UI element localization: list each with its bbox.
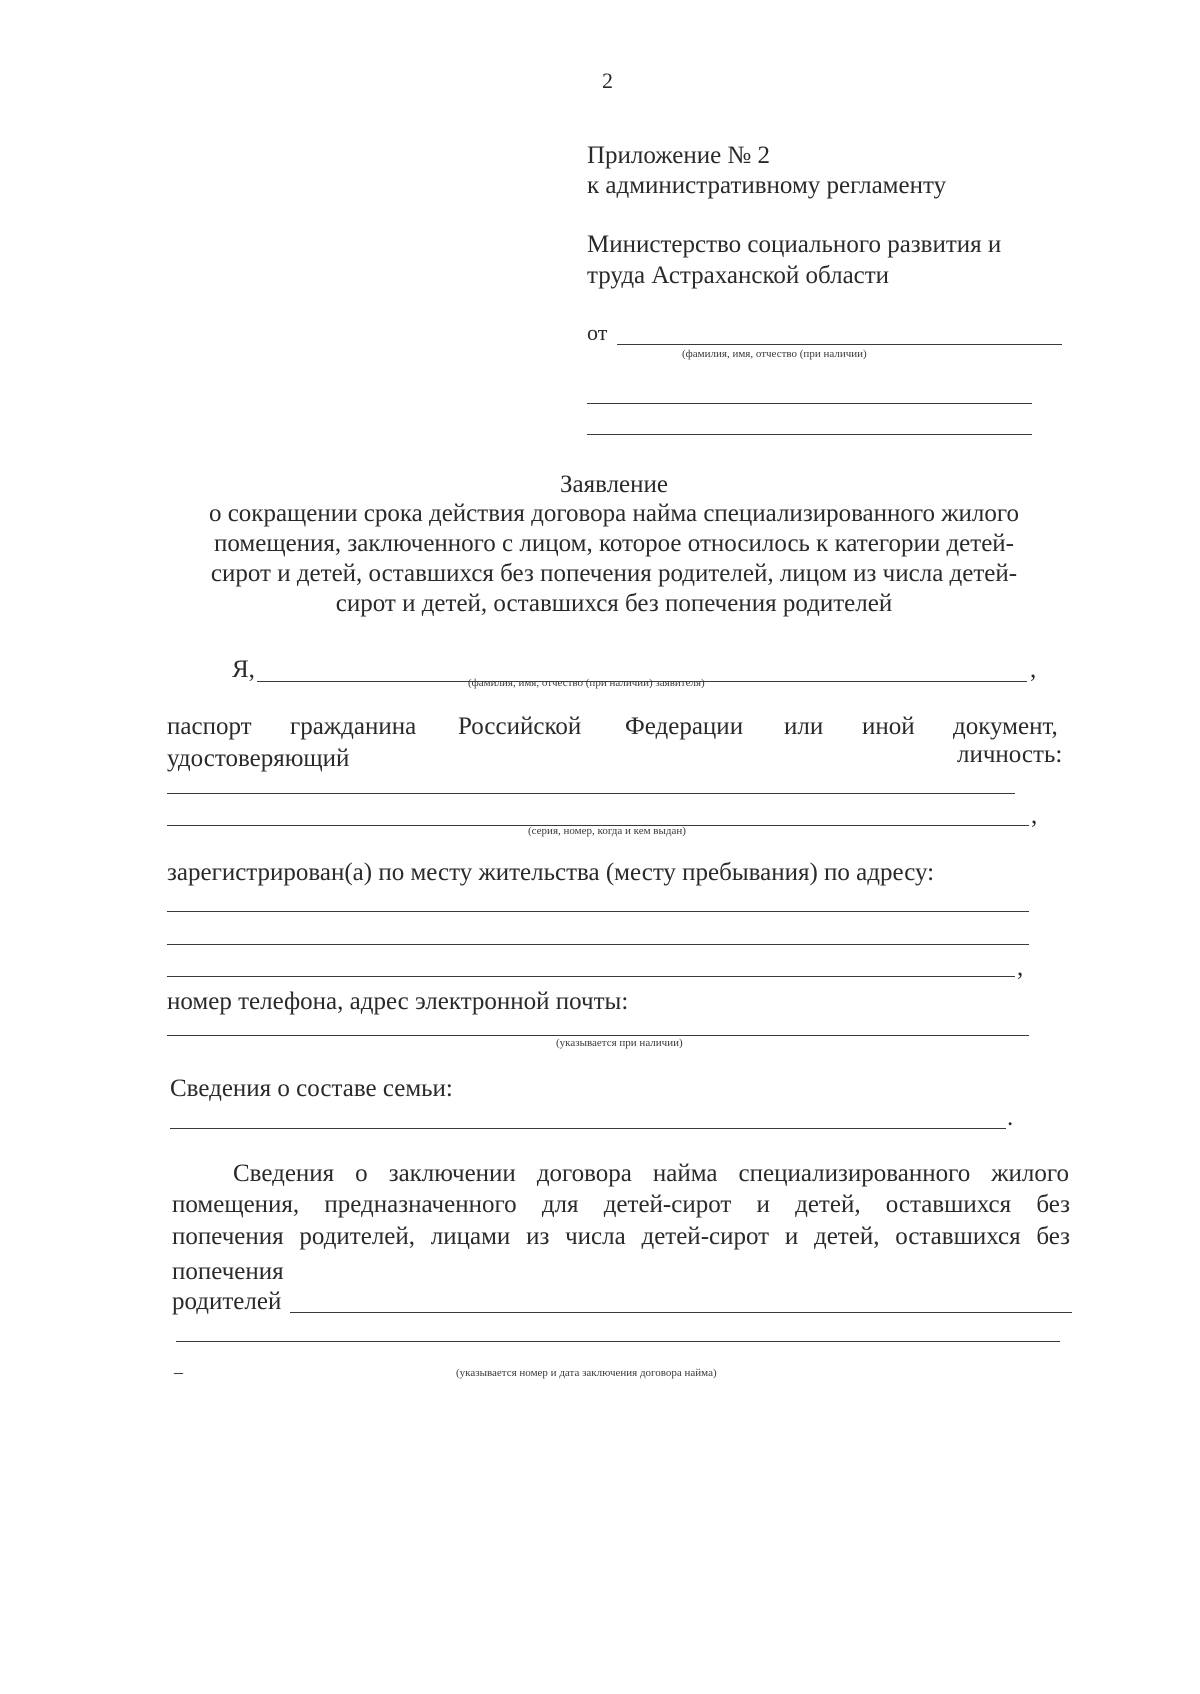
applicant-i-label: Я,	[232, 656, 255, 683]
contract-info-line[interactable]	[290, 1312, 1072, 1313]
passport-word-4: Федерации	[625, 713, 744, 740]
family-line[interactable]	[170, 1128, 1006, 1129]
passport-word-2: гражданина	[290, 713, 417, 740]
contract-info-dash: –	[174, 1362, 183, 1382]
title-line-4: сирот и детей, оставшихся без попечения родителей	[335, 590, 893, 617]
ministry-line-1: Министерство социального развития и	[587, 231, 1002, 258]
from-label: от	[587, 320, 608, 345]
contract-info-line-3: попечения родителей, лицами из числа детей-сирот и детей, оставшихся без	[172, 1223, 1070, 1250]
title-line-3: сирот и детей, оставшихся без попечения родителей, лицом из числа детей-	[210, 560, 1018, 587]
applicant-name-comma: ,	[1030, 656, 1037, 683]
regulation-reference: к административному регламенту	[587, 172, 947, 199]
contract-info-extra-line[interactable]	[176, 1341, 1060, 1342]
page-number: 2	[602, 68, 613, 93]
passport-details-line-1[interactable]	[167, 793, 1015, 794]
passport-details-caption: (серия, номер, когда и кем выдан)	[528, 825, 686, 837]
from-address-line-2[interactable]	[587, 434, 1032, 435]
passport-word-5: или	[784, 713, 824, 740]
from-name-line[interactable]	[617, 344, 1062, 345]
document-heading: Заявление	[559, 471, 669, 498]
from-address-line-1[interactable]	[587, 403, 1032, 404]
registration-address-line-2[interactable]	[167, 944, 1029, 945]
from-name-caption: (фамилия, имя, отчество (при наличии)	[682, 348, 867, 360]
registration-address-line-1[interactable]	[167, 911, 1029, 912]
contract-info-line-2: помещения, предназначенного для детей-сирот и детей, оставшихся без	[172, 1191, 1070, 1218]
registration-address-line-3[interactable]	[167, 976, 1015, 977]
registration-address-comma: ,	[1017, 954, 1024, 981]
passport-details-comma: ,	[1031, 802, 1038, 829]
contract-info-line-1: Сведения о заключении договора найма специализированного жилого	[233, 1160, 1069, 1187]
title-line-1: о сокращении срока действия договора найма специализированного жилого	[208, 500, 1020, 527]
passport-line-2-right: личность:	[957, 741, 1063, 768]
passport-word-7: документ,	[953, 713, 1058, 740]
contacts-label: номер телефона, адрес электронной почты:	[167, 988, 629, 1015]
contract-info-caption: (указывается номер и дата заключения договора найма)	[456, 1367, 717, 1379]
contacts-line[interactable]	[167, 1035, 1029, 1036]
family-line-dot: .	[1007, 1104, 1014, 1131]
contract-info-line-5: родителей	[172, 1288, 282, 1315]
contract-info-line-4: попечения	[172, 1258, 284, 1285]
title-line-2: помещения, заключенного с лицом, которое относилось к категории детей-	[214, 530, 1014, 557]
passport-line-2-left: удостоверяющий	[167, 745, 350, 772]
contacts-caption: (указывается при наличии)	[556, 1037, 683, 1049]
appendix-title: Приложение № 2	[587, 142, 771, 169]
family-label: Сведения о составе семьи:	[170, 1075, 453, 1102]
registration-label: зарегистрирован(а) по месту жительства (месту пребывания) по адресу:	[167, 859, 935, 886]
passport-word-1: паспорт	[167, 713, 252, 740]
ministry-line-2: труда Астраханской области	[587, 262, 890, 289]
passport-word-6: иной	[862, 713, 915, 740]
applicant-name-caption: (фамилия, имя, отчество (при наличии) заявителя)	[468, 677, 705, 689]
passport-word-3: Российской	[458, 713, 582, 740]
